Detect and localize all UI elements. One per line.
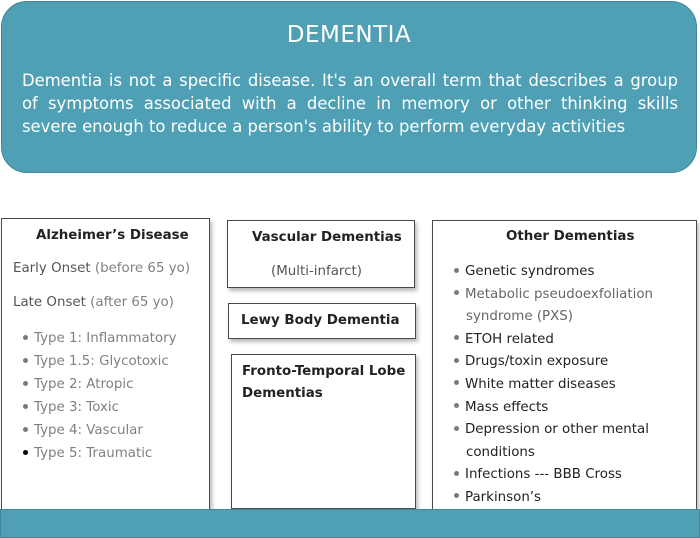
- list-item: ETOH related: [454, 329, 653, 352]
- early-onset-label: Early Onset: [13, 261, 91, 276]
- fronto-heading-line2: Dementias: [242, 386, 323, 401]
- list-item: Type 1: Inflammatory: [23, 330, 177, 353]
- bullet-icon: [454, 335, 459, 340]
- list-item: Metabolic pseudoexfoliation: [454, 284, 653, 307]
- vascular-subtitle: (Multi-infarct): [271, 264, 362, 279]
- bullet-icon: [454, 290, 459, 295]
- other-heading: Other Dementias: [506, 229, 635, 244]
- bullet-icon: [454, 426, 459, 431]
- list-item: Type 1.5: Glycotoxic: [23, 353, 177, 376]
- bullet-icon: [454, 380, 459, 385]
- alzheimers-heading: Alzheimer’s Disease: [36, 228, 189, 243]
- list-item: Type 3: Toxic: [23, 399, 177, 422]
- list-item: Type 5: Traumatic: [23, 445, 177, 468]
- lewy-body-box: [228, 303, 416, 339]
- list-item: Infections --- BBB Cross: [454, 464, 653, 487]
- late-onset: [13, 295, 174, 310]
- bullet-icon: [454, 268, 459, 273]
- bullet-icon: [23, 381, 28, 386]
- bullet-icon: [23, 427, 28, 432]
- list-item-continuation: conditions: [466, 444, 535, 460]
- early-onset-note: (before 65 yo): [94, 261, 191, 276]
- vascular-box: [227, 220, 415, 288]
- late-onset-note: (after 65 yo): [90, 295, 174, 310]
- list-item: Drugs/toxin exposure: [454, 351, 653, 374]
- list-item: Mass effects: [454, 397, 653, 420]
- bullet-icon: [454, 403, 459, 408]
- list-item: Parkinson’s: [454, 487, 653, 510]
- alzheimers-box: [1, 218, 210, 511]
- fronto-temporal-box: [231, 354, 416, 509]
- lewy-heading: Lewy Body Dementia: [241, 313, 400, 328]
- bullet-icon: [23, 450, 28, 455]
- bullet-icon: [454, 493, 459, 498]
- list-item: White matter diseases: [454, 374, 653, 397]
- bullet-icon: [454, 358, 459, 363]
- bullet-icon: [23, 335, 28, 340]
- dementia-banner: [1, 1, 697, 173]
- fronto-heading-line1: Fronto-Temporal Lobe: [242, 364, 406, 379]
- bullet-icon: [23, 404, 28, 409]
- list-item: Genetic syndromes: [454, 261, 653, 284]
- other-dementias-box: [432, 220, 697, 511]
- banner-description: Dementia is not a specific disease. It's an overall term that describes a group of symptoms associated with a decline in memory or other thinking skills severe enough to reduce a person's ability to perform everyday activities: [22, 71, 678, 136]
- banner-title: DEMENTIA: [286, 22, 412, 48]
- early-onset: [13, 261, 190, 276]
- late-onset-label: Late Onset: [13, 295, 86, 310]
- vascular-heading: Vascular Dementias: [252, 230, 402, 245]
- list-item: Depression or other mental: [454, 419, 653, 442]
- bullet-icon: [454, 471, 459, 476]
- other-dementias-list: [454, 261, 653, 510]
- list-item-continuation: syndrome (PXS): [466, 309, 574, 325]
- bullet-icon: [23, 358, 28, 363]
- list-item: Type 2: Atropic: [23, 376, 177, 399]
- list-item: Type 4: Vascular: [23, 422, 177, 445]
- bottom-bar: [0, 509, 700, 538]
- alzheimers-type-list: [23, 330, 177, 468]
